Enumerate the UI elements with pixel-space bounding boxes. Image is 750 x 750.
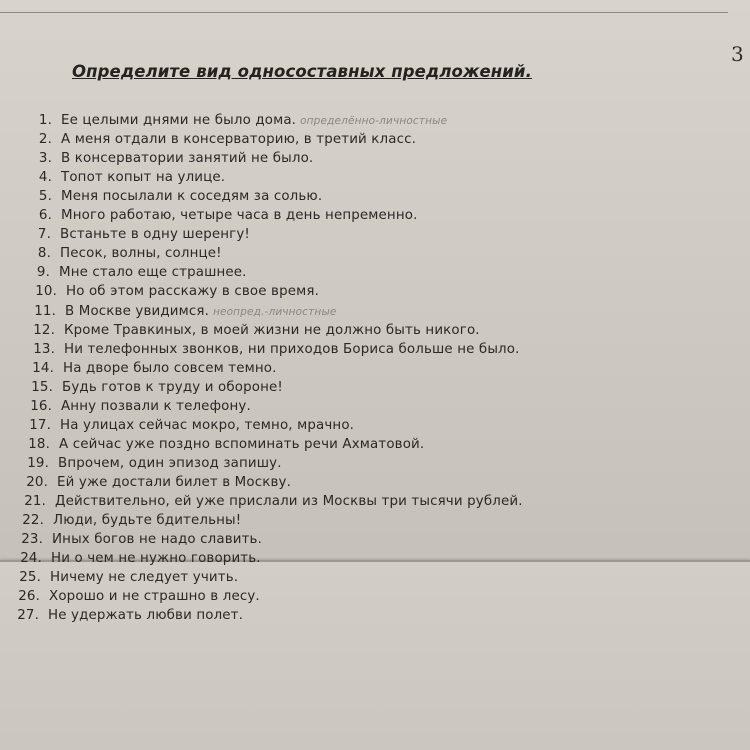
sentence-number: 17. <box>29 417 51 433</box>
sentence-item <box>17 608 243 627</box>
sentence-item <box>20 551 261 570</box>
sentence-text: А сейчас уже поздно вспоминать речи Ахматовой. <box>59 436 425 452</box>
sentence-item <box>33 342 520 361</box>
sentence-item <box>35 284 319 303</box>
sentence-text: Мне стало еще страшнее. <box>59 265 247 281</box>
sentence-item <box>31 380 283 399</box>
sentence-item <box>33 323 480 342</box>
sentence-item <box>34 304 337 323</box>
sentence-number: 13. <box>33 341 55 357</box>
sentence-text: В Москве увидимся. <box>65 303 209 319</box>
sentence-item <box>28 437 424 456</box>
sentence-text: Впрочем, один эпизод запишу. <box>58 455 282 471</box>
sentence-item <box>37 227 250 246</box>
sentence-number: 15. <box>31 379 53 395</box>
sentence-item <box>36 265 247 284</box>
sentence-number: 21. <box>24 494 46 509</box>
sentence-text: Ни телефонных звонков, ни приходов Бориса больше не было. <box>64 341 520 357</box>
sentence-number: 16. <box>30 398 52 414</box>
sentence-number: 25. <box>19 570 41 586</box>
sentence-text: Но об этом расскажу в свое время. <box>66 284 319 300</box>
sentence-item <box>37 246 222 265</box>
sentence-item <box>38 170 225 189</box>
handwritten-note: определённо-личностные <box>300 115 448 127</box>
sentence-item <box>38 132 416 151</box>
sentence-item <box>21 532 262 551</box>
sentence-item <box>38 208 417 227</box>
sentence-text: Меня посылали к соседям за солью. <box>61 189 323 205</box>
sentence-number: 22. <box>22 513 44 529</box>
sentence-item <box>18 589 260 608</box>
sentence-item <box>26 475 291 494</box>
sentence-text: Будь готов к труду и обороне! <box>62 379 283 395</box>
sentence-number: 12. <box>33 322 55 338</box>
sentence-item <box>30 399 251 418</box>
sentence-text: Люди, будьте бдительны! <box>53 513 242 529</box>
sentence-item <box>29 418 354 437</box>
sentence-text: Ничему не следует учить. <box>50 570 239 586</box>
sentence-text: Анну позвали к телефону. <box>61 398 251 414</box>
sentence-item <box>38 189 322 208</box>
sentence-number: 7. <box>37 227 51 243</box>
sentence-text: Ни о чем не нужно говорить. <box>51 551 261 567</box>
handwritten-note: неопред.-личностные <box>212 305 337 318</box>
sentence-number: 26. <box>18 589 40 605</box>
sentence-text: Встаньте в одну шеренгу! <box>60 227 250 243</box>
sentence-text: Топот копыт на улице. <box>61 170 226 186</box>
sentence-number: 23. <box>21 532 43 548</box>
sentence-text: Ее целыми днями не было дома. <box>61 113 297 128</box>
sentence-text: Не удержать любви полет. <box>48 608 244 624</box>
sentence-number: 10. <box>35 284 57 300</box>
sentence-text: Песок, волны, солнце! <box>60 246 222 262</box>
sentence-text: Кроме Травкиных, в моей жизни не должно быть никого. <box>64 322 480 338</box>
page-number: 3 <box>731 42 744 66</box>
sentence-number: 24. <box>20 551 42 567</box>
sentence-number: 6. <box>38 208 52 224</box>
sentence-item <box>19 570 238 589</box>
sentence-item <box>24 494 523 513</box>
sentence-number: 20. <box>26 474 48 490</box>
sentence-number: 2. <box>38 132 52 148</box>
sentence-item <box>38 151 313 170</box>
sentence-item <box>22 513 241 532</box>
sentence-text: На дворе было совсем темно. <box>63 360 277 376</box>
sentence-number: 9. <box>36 265 50 281</box>
sentence-item <box>38 113 447 132</box>
sentence-number: 4. <box>38 170 52 186</box>
sentence-number: 3. <box>38 151 52 167</box>
sentence-text: Иных богов не надо славить. <box>52 532 262 548</box>
sentence-text: В консерватории занятий не было. <box>61 151 314 167</box>
sentence-number: 18. <box>28 436 50 452</box>
page-top-edge <box>0 12 728 13</box>
sentence-text: Много работаю, четыре часа в день непременно. <box>61 208 418 224</box>
sentence-text: Действительно, ей уже прислали из Москвы три тысячи рублей. <box>55 494 523 509</box>
sentence-item <box>27 456 282 475</box>
sentence-item <box>32 361 277 380</box>
sentence-number: 8. <box>37 246 51 262</box>
sentence-number: 11. <box>34 303 56 319</box>
sentence-text: На улицах сейчас мокро, темно, мрачно. <box>60 417 355 433</box>
sentence-number: 5. <box>38 189 52 205</box>
sentence-number: 19. <box>27 455 49 471</box>
sentence-text: А меня отдали в консерваторию, в третий класс. <box>61 132 417 148</box>
sentence-text: Ей уже достали билет в Москву. <box>57 474 291 490</box>
sentence-text: Хорошо и не страшно в лесу. <box>49 589 260 605</box>
sentence-number: 14. <box>32 360 54 376</box>
page-title: Определите вид односоставных предложений. <box>72 62 532 81</box>
sentence-number: 27. <box>17 608 39 624</box>
sentence-number: 1. <box>38 113 52 128</box>
